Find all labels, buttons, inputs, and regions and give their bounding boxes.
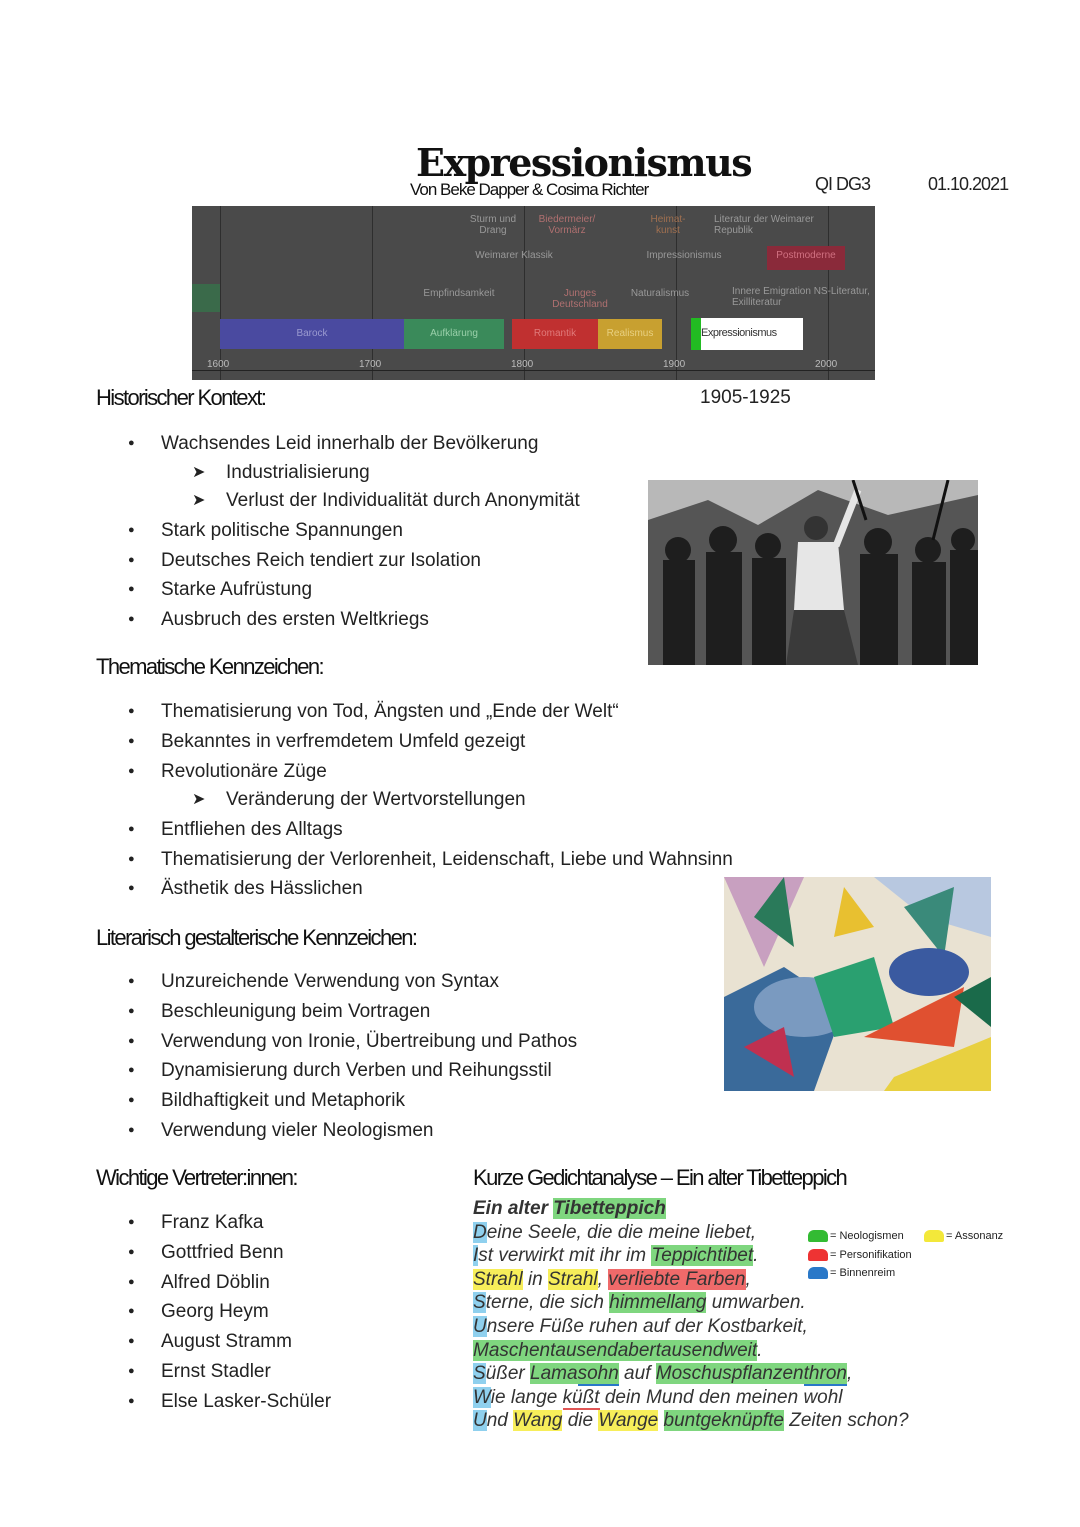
blue-marker-icon <box>808 1267 828 1279</box>
legend-personifikation: = Personifikation <box>808 1249 912 1261</box>
authors: Von Beke Dapper & Cosima Richter <box>410 180 649 199</box>
poem-line: Und Wang die Wange buntgeknüpfte Zeiten schon? <box>473 1410 909 1432</box>
epoch-weimarer-republik: Literatur der Weimarer Republik <box>714 214 814 236</box>
year-2000: 2000 <box>815 359 838 370</box>
epoch-biedermeier: Biedermeier/ Vormärz <box>538 214 596 236</box>
list-item: ● Wachsendes Leid innerhalb der Bevölkerung <box>96 429 580 459</box>
red-marker-icon <box>808 1249 828 1261</box>
thematisch-list <box>96 697 733 904</box>
list-item: ● Ausbruch des ersten Weltkriegs <box>96 605 580 635</box>
list-item: ● Thematisierung der Verlorenheit, Leidenschaft, Liebe und Wahnsinn <box>96 845 733 875</box>
list-item: ● Ernst Stadler <box>96 1357 331 1387</box>
historical-photo <box>648 480 978 665</box>
poem-line: Deine Seele, die die meine liebet, <box>473 1221 757 1243</box>
list-item: ● Dynamisierung durch Verben und Reihungsstil <box>96 1056 577 1086</box>
list-item: ● Verwendung von Ironie, Übertreibung und Pathos <box>96 1027 577 1057</box>
vertreter-list <box>96 1208 331 1417</box>
list-item: ● Thematisierung von Tod, Ängsten und „Ende der Welt“ <box>96 697 733 727</box>
poem-line: Maschentausendabertausendweit. <box>473 1339 763 1361</box>
page-title: Expressionismus <box>416 140 752 185</box>
yellow-marker-icon <box>924 1230 944 1242</box>
list-item: ➤ Veränderung der Wertvorstellungen <box>96 786 733 815</box>
list-item: ● August Stramm <box>96 1327 331 1357</box>
list-item: ● Stark politische Spannungen <box>96 516 580 546</box>
list-item: ● Verwendung vieler Neologismen <box>96 1116 577 1146</box>
poem-line: Ist verwirkt mit ihr im Teppichtibet. <box>473 1245 759 1267</box>
year-1700: 1700 <box>359 359 382 370</box>
epoch-naturalismus: Naturalismus <box>630 288 690 299</box>
epoch-junges-deutschland: Junges Deutschland <box>552 288 608 310</box>
list-item: ● Bekanntes in verfremdetem Umfeld gezeigt <box>96 727 733 757</box>
list-item: ● Else Lasker-Schüler <box>96 1387 331 1417</box>
expressionist-painting <box>724 877 991 1091</box>
epoch-impressionismus: Impressionismus <box>646 250 722 261</box>
poem-line: Sterne, die sich himmellang umwarben. <box>473 1292 806 1314</box>
list-item: ➤ Verlust der Individualität durch Anonymität <box>96 487 580 516</box>
heading-thematisch: Thematische Kennzeichen: <box>96 654 323 679</box>
list-item: ● Unzureichende Verwendung von Syntax <box>96 967 577 997</box>
year-1600: 1600 <box>207 359 230 370</box>
epoch-empfindsamkeit: Empfindsamkeit <box>423 288 495 299</box>
poem-line: Wie lange küßt dein Mund den meinen wohl <box>473 1386 843 1408</box>
list-item: ● Entfliehen des Alltags <box>96 815 733 845</box>
list-item: ● Gottfried Benn <box>96 1238 331 1268</box>
list-item: ● Bildhaftigkeit und Metaphorik <box>96 1086 577 1116</box>
heading-historisch: Historischer Kontext: <box>96 385 266 410</box>
epoch-postmoderne: Postmoderne <box>776 250 836 261</box>
poem-title: Ein alter Tibetteppich <box>473 1198 666 1219</box>
epoch-realismus: Realismus <box>606 328 654 339</box>
list-item: ● Georg Heym <box>96 1297 331 1327</box>
list-item: ➤ Industrialisierung <box>96 459 580 488</box>
epoch-romantik: Romantik <box>533 328 577 339</box>
poem-line: Strahl in Strahl, verliebte Farben, <box>473 1268 751 1290</box>
heading-vertreter: Wichtige Vertreter:innen: <box>96 1165 297 1190</box>
epoch-emigration: Innere Emigration NS-Literatur, Exilliteratur <box>732 286 870 308</box>
historisch-list <box>96 429 580 635</box>
list-item: ● Starke Aufrüstung <box>96 575 580 605</box>
epoch-barock: Barock <box>296 328 328 339</box>
legend-binnenreim: = Binnenreim <box>808 1267 895 1279</box>
epoch-klassik: Weimarer Klassik <box>475 250 553 261</box>
year-1800: 1800 <box>511 359 534 370</box>
date-label: 01.10.2021 <box>928 174 1009 194</box>
epoch-heimatkunst: Heimat- kunst <box>650 214 686 236</box>
poem-line: Süßer Lamasohn auf Moschuspflanzenthron, <box>473 1363 853 1385</box>
list-item: ● Revolutionäre Züge <box>96 757 733 787</box>
list-item: ● Franz Kafka <box>96 1208 331 1238</box>
epoch-sturm: Sturm und Drang <box>469 214 517 236</box>
epoch-timeline <box>192 206 875 380</box>
list-item: ● Ästhetik des Hässlichen <box>96 874 733 904</box>
epoch-aufklaerung: Aufklärung <box>430 328 478 339</box>
course-label: QI DG3 <box>815 174 871 194</box>
green-marker-icon <box>808 1230 828 1242</box>
list-item: ● Alfred Döblin <box>96 1268 331 1298</box>
heading-literarisch: Literarisch gestalterische Kennzeichen: <box>96 925 417 950</box>
list-item: ● Beschleunigung beim Vortragen <box>96 997 577 1027</box>
period-label: 1905-1925 <box>700 387 791 408</box>
year-1900: 1900 <box>663 359 686 370</box>
legend-neologismen: = Neologismen <box>808 1230 904 1242</box>
poem-line: Unsere Füße ruhen auf der Kostbarkeit, <box>473 1315 808 1337</box>
literarisch-list <box>96 967 577 1146</box>
list-item: ● Deutsches Reich tendiert zur Isolation <box>96 546 580 576</box>
epoch-expressionismus-highlight: Expressionismus <box>691 318 803 350</box>
heading-analyse: Kurze Gedichtanalyse – Ein alter Tibetteppich <box>473 1165 847 1190</box>
legend-assonanz: = Assonanz <box>924 1230 1003 1242</box>
